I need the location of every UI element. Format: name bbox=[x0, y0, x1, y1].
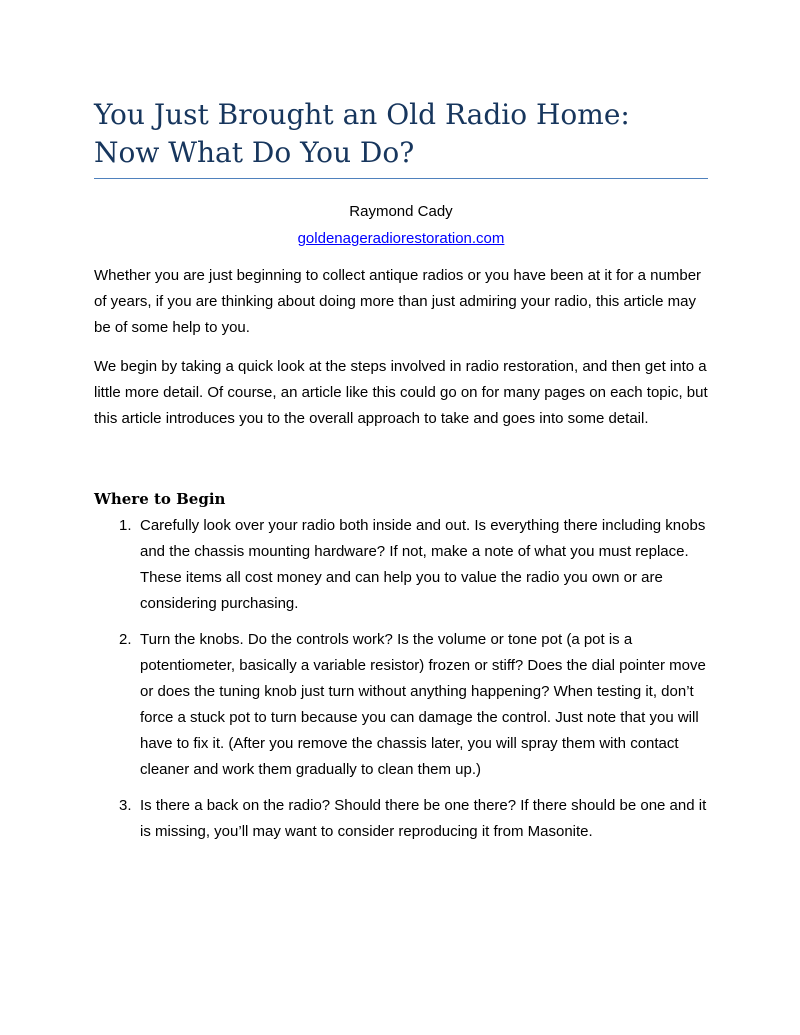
list-item-number: 1. bbox=[119, 517, 132, 534]
overview-paragraph: We begin by taking a quick look at the steps involved in radio restoration, and then get into a little more detail. Of course, an article like this could go on for many pages on each topic, but this article introduces you to the overall approach to take and goes into some detail. bbox=[94, 358, 708, 427]
title-line-2: Now What Do You Do? bbox=[94, 136, 415, 169]
list-item bbox=[94, 793, 708, 845]
website-link[interactable]: goldenageradiorestoration.com bbox=[297, 230, 505, 247]
section-heading: Where to Begin bbox=[94, 490, 226, 508]
list-item-text: Carefully look over your radio both inside and out. Is everything there including knobs and the chassis mounting hardware? If not, make a note of what you must replace. These items all cost money and can help you to value the radio you own or are considering purchasing. bbox=[140, 517, 706, 612]
intro-paragraph: Whether you are just beginning to collect antique radios or you have been at it for a number of years, if you are thinking about doing more than just admiring your radio, this article may be of some help to you. bbox=[94, 267, 702, 336]
website-line bbox=[94, 228, 708, 250]
author-name: Raymond Cady bbox=[349, 203, 453, 220]
list-item bbox=[94, 513, 708, 617]
list-item-text: Turn the knobs. Do the controls work? Is the volume or tone pot (a pot is a potentiometer, basically a variable resistor) frozen or stiff? Does the dial pointer move or does the tuning knob just turn without anything happening? When testing it, don’t force a stuck pot to turn because you can damage the control. Just note that you will have to fix it. (After you remove the chassis later, you will spray them with contact cleaner and work them gradually to clean them up.) bbox=[140, 631, 706, 778]
list-item-number: 2. bbox=[119, 631, 132, 648]
page-title bbox=[94, 96, 714, 172]
steps-list bbox=[94, 513, 708, 855]
title-line-1: You Just Brought an Old Radio Home: bbox=[94, 98, 630, 131]
list-item-number: 3. bbox=[119, 797, 132, 814]
list-item-text: Is there a back on the radio? Should there be one there? If there should be one and it is missing, you’ll may want to consider reproducing it from Masonite. bbox=[140, 797, 707, 840]
title-divider bbox=[94, 178, 708, 179]
list-item bbox=[94, 627, 708, 783]
